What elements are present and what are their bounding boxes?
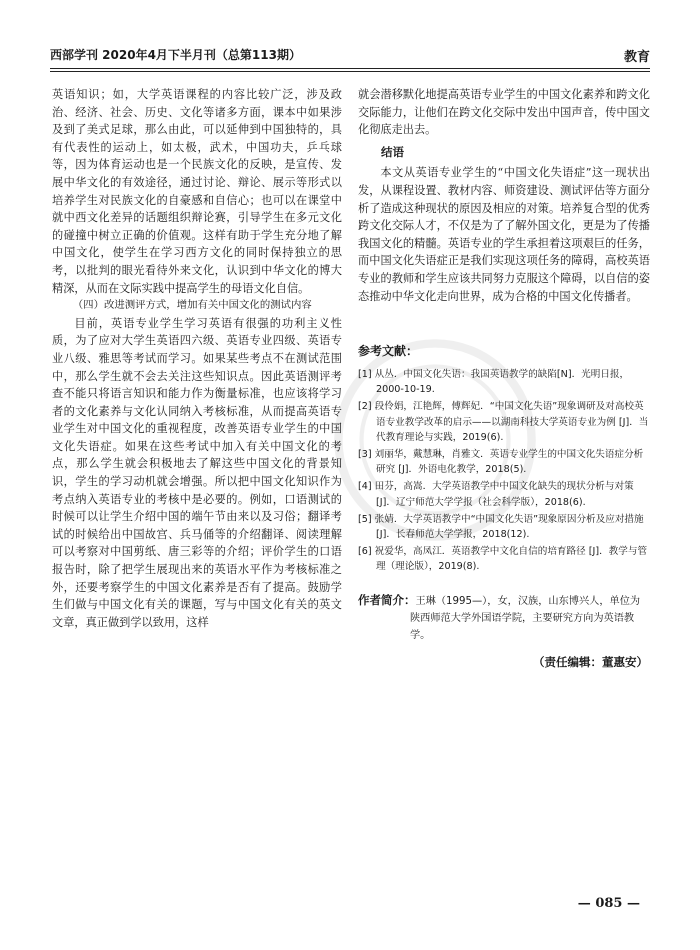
references-heading: 参考文献： (358, 344, 419, 358)
section-label: 教育 (623, 50, 650, 65)
body-paragraph: 英语知识；如，大学英语课程的内容比较广泛，涉及政治、经济、社会、历史、文化等诸多方面，课本中如果涉及到了美式足球，那么由此，可以延伸到中国独特的，具有代表性的运动上，如太极，武术，中国功夫，乒乓球等，因为体育运动也是一个民族文化的反映，是宣传、发展中华文化的有效途径，通过讨论、辩论、展示等形式以培养学生对民族文化的自豪感和自信心；也可以在课堂中就中西文化差异的话题组织辩论赛，引导学生在多元文化的碰撞中树立正确的价值观。这样有助于学生充分地了解中国文化，使学生在学习西方文化的同时保持独立的思考，以批判的眼光看待外来文化，认识到中华文化的博大精深，从而在文际实践中提高学生的母语文化自信。 (52, 88, 342, 295)
author-bio (358, 592, 650, 644)
reference-item: [1] 从丛．中国文化失语：我国英语教学的缺陷[N]．光明日报，2000-10-19. (358, 369, 630, 396)
right-column (358, 86, 650, 305)
left-column (52, 86, 342, 631)
header-rule (50, 68, 650, 69)
reference-item: [4] 田芬，高嵩．大学英语教学中中国文化缺失的现状分析与对策 [J]．辽宁师范大学学报（社会科学版），2018(6). (358, 481, 634, 508)
conclusion-heading: 结语 (381, 144, 404, 159)
header-rule-thin (50, 71, 650, 72)
reference-item: [5] 张婧．大学英语教学中“中国文化失语”现象原因分析及应对措施 [J]．长春师范大学学报，2018(12). (358, 513, 644, 541)
reference-item: [2] 段伶娟，江艳辉，傅辉妃．“中国文化失语”现象调研及对高校英语专业教学改革的启示——以湖南科技大学英语专业为例 [J]．当代教育理论与实践，2019(6). (358, 401, 649, 443)
responsible-editor: （责任编辑：董惠安） (533, 655, 648, 669)
subsection-heading: （四）改进测评方式，增加有关中国文化的测试内容 (72, 299, 312, 312)
body-paragraph: 就会潜移默化地提高英语专业学生的中国文化素养和跨文化交际能力，让他们在跨文化交际中发出中国声音，传中国文化彻底走出去。 (358, 88, 650, 137)
author-label: 作者简介： (358, 593, 416, 607)
page-number: — 085 — (577, 896, 640, 911)
page-header (50, 44, 650, 66)
journal-title: 西部学刊 2020年4月下半月刊（总第113期） (50, 48, 301, 62)
author-text: 王琳（1995—），女，汉族，山东博兴人，单位为陕西师范大学外国语学院，主要研究方向为英语教学。 (410, 596, 641, 641)
body-paragraph: 目前，英语专业学生学习英语有很强的功利主义性质，为了应对大学生英语四六级、英语专业四级、英语专业八级、雅思等考试而学习。如果某些考点不在测试范围中，那么学生就不会去关注这些知识点。因此英语测评考查不能只将语言知识和能力作为衡量标准，也应该将学习者的文化素养与文化认同纳入考核标准，从而提高英语专业学生对中国文化的重视程度，改善英语专业学生的中国文化失语症。如果在这些考试中加入有关中国文化的考点，那么学生就会积极地去了解这些中国文化的背景知识，学生的学习动机就会增强。所以把中国文化知识作为考点纳入英语专业的考核中是必要的。例如，口语测试的时候可以让学生介绍中国的端午节由来以及习俗；翻译考试的时候给出中国故宫、兵马俑等的介绍翻译、阅读理解可以考察对中国剪纸、唐三彩等的介绍；评价学生的口语报告时，除了把学生展现出来的英语水平作为考核标准之外，还要考察学生的中国文化素养是否有了提高。鼓励学生们做与中国文化有关的课题，写与中国文化有关的英文文章，真正做到学以致用，这样 (52, 316, 342, 629)
references-section (358, 342, 650, 577)
reference-item: [3] 刘丽华，戴慧琳，肖雅文．英语专业学生的中国文化失语症分析研究 [J]．外语电化教学，2018(5). (358, 449, 644, 476)
body-paragraph: 本文从英语专业学生的“中国文化失语症”这一现状出发，从课程设置、教材内容、师资建设、测试评估等方面分析了造成这种现状的原因及相应的对策。培养复合型的优秀跨文化交际人才，不仅是为了了解外国文化，更是为了传播我国文化的精髓。英语专业的学生承担着这项艰巨的任务，而中国文化失语症正是我们实现这项任务的障碍，高校英语专业的教师和学生应该共同努力克服这个障碍，以自信的姿态推动中华文化走向世界，成为合格的中国文化传播者。 (358, 166, 650, 303)
reference-item: [6] 祝爱华，高凤江．英语教学中文化自信的培育路径 [J]．教学与管理（理论版），2019(8). (358, 546, 648, 573)
